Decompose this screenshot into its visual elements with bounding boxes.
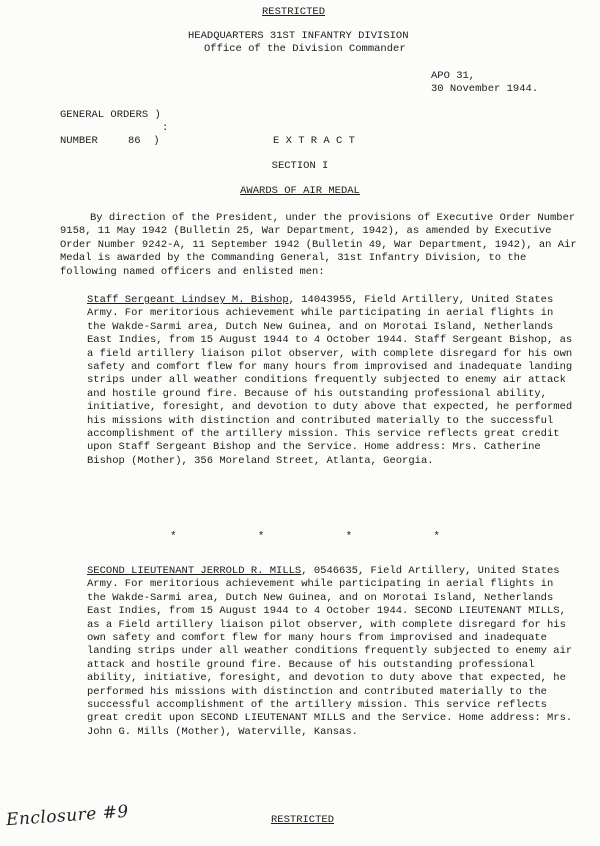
citation-name: SECOND LIEUTENANT JERROLD R. MILLS	[87, 565, 302, 577]
number-value: 86 )	[128, 135, 160, 147]
classification-bottom: RESTRICTED	[271, 814, 335, 826]
separator-star: *	[257, 531, 265, 543]
order-date: 30 November 1944.	[431, 83, 539, 95]
citation-text: , 14043955, Field Artillery, United States Army. For meritorious achievement while participating in aerial flights in the Wakde-Sarmi area, Dutch New Guinea, and on Morotai Island, Netherlands East Indies, from 15 August 1944 to 4 October 1944. Staff Sergeant Bishop, as a field artillery liaison pilot observer, with complete disregard for his own safety and comfort flew for many hours from improvised and inadequate landing strips under all weather conditions frequently subjected to enemy air attack and hostile ground fire. Because of his outstanding professional ability, initiative, foresight, and devotion to duty above that expected, he performed his missions with distinction and contributed materially to the successful accomplishment of the artillery mission. This service reflects great credit upon Staff Sergeant Bishop and the Service. Home address: Mrs. Catherine Bishop (Mother), 356 Moreland Street, Atlanta, Georgia.	[87, 294, 573, 467]
award-title: AWARDS OF AIR MEDAL	[240, 185, 360, 197]
separator-star: *	[345, 531, 353, 543]
paren-mid: :	[162, 122, 169, 134]
citation-bishop	[87, 294, 575, 468]
intro-paragraph: By direction of the President, under the provisions of Executive Order Number 9158, 11 May 1942 (Bulletin 25, War Department, 1942), as amended by Executive Order Number 9242-A, 11 September 1942 (Bulletin 49, War Department, 1942), an Air Medal is awarded by the Commanding General, 31st Infantry Division, to the following named officers and enlisted men:	[60, 212, 577, 278]
general-orders-label: GENERAL ORDERS )	[60, 109, 161, 121]
section-heading: SECTION I	[271, 160, 329, 172]
separator	[170, 531, 440, 544]
office-line: Office of the Division Commander	[204, 43, 406, 55]
separator-star: *	[433, 531, 440, 543]
extract-heading: E X T R A C T	[273, 135, 355, 147]
headquarters-line: HEADQUARTERS 31ST INFANTRY DIVISION	[188, 30, 409, 42]
citation-mills	[87, 565, 575, 739]
apo: APO 31,	[431, 70, 476, 82]
separator-star: *	[170, 531, 177, 543]
citation-name: Staff Sergeant Lindsey M. Bishop	[87, 294, 289, 306]
handwritten-enclosure: Enclosure #9	[5, 801, 130, 831]
number-label: NUMBER	[60, 135, 98, 147]
citation-text: , 0546635, Field Artillery, United States Army. For meritorious achievement while participating in aerial flights in the Wakde-Sarmi area, Dutch New Guinea, and on Morotai Island, Netherlands East Indies, from 15 August 1944 to 4 October 1944. SECOND LIEUTENANT MILLS, as a Field artillery liaison pilot observer, with complete disregard for his own safety and comfort flew for many hours from improvised and inadequate landing strips under all weather conditions frequently subjected to enemy air attack and hostile ground fire. Because of his outstanding professional ability, initiative, foresight, and devotion to duty above that expected, he performed his missions with distinction and contributed materially to the successful accomplishment of the artillery mission. This service reflects great credit upon SECOND LIEUTENANT MILLS and the Service. Home address: Mrs. John G. Mills (Mother), Waterville, Kansas.	[87, 565, 573, 738]
classification-top: RESTRICTED	[262, 6, 326, 18]
